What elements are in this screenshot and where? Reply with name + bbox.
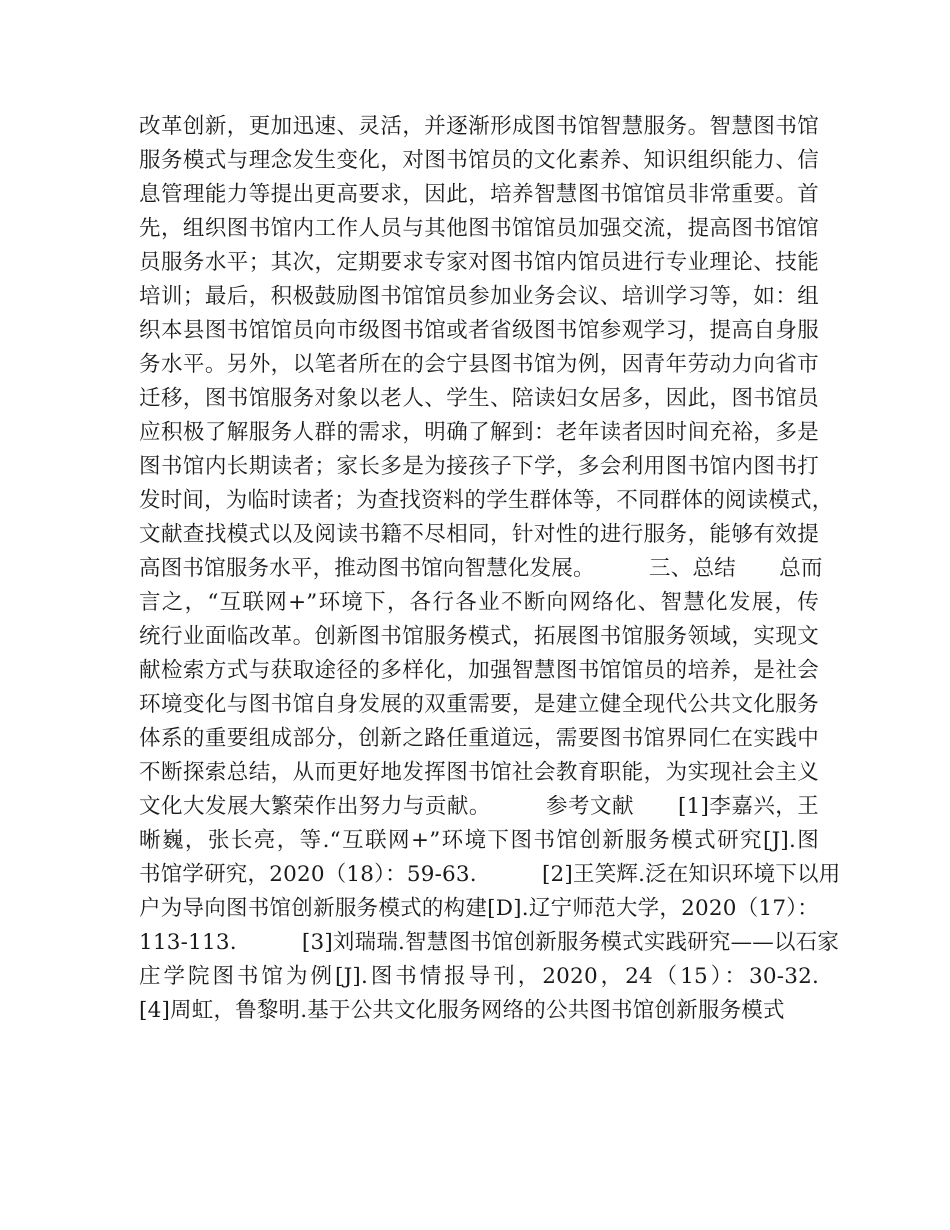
text-line: 务水平。另外，以笔者所在的会宁县图书馆为例，因青年劳动力向省市 — [139, 352, 819, 377]
text-line: 先，组织图书馆内工作人员与其他图书馆馆员加强交流，提高图书馆馆 — [139, 216, 819, 241]
text-line: 图书馆内长期读者；家长多是为接孩子下学，多会利用图书馆内图书打 — [139, 454, 819, 479]
text-line: 113-113. [3]刘瑞瑞.智慧图书馆创新服务模式实践研究——以石家 — [139, 930, 840, 955]
text-line: 不断探索总结，从而更好地发挥图书馆社会教育职能，为实现社会主义 — [139, 760, 819, 785]
text-line: [4]周虹，鲁黎明.基于公共文化服务网络的公共图书馆创新服务模式 — [139, 998, 785, 1023]
text-line: 献检索方式与获取途径的多样化，加强智慧图书馆馆员的培养，是社会 — [139, 658, 819, 683]
text-line: 言之，“互联网+”环境下，各行各业不断向网络化、智慧化发展，传 — [139, 590, 819, 615]
text-line: 统行业面临改革。创新图书馆服务模式，拓展图书馆服务领域，实现文 — [139, 624, 819, 649]
text-line: 织本县图书馆馆员向市级图书馆或者省级图书馆参观学习，提高自身服 — [139, 318, 819, 343]
text-line: 服务模式与理念发生变化，对图书馆员的文化素养、知识组织能力、信 — [139, 148, 819, 173]
text-line: 体系的重要组成部分，创新之路任重道远，需要图书馆界同仁在实践中 — [139, 726, 819, 751]
text-line: 晰巍，张长亮，等.“互联网+”环境下图书馆创新服务模式研究[J].图 — [139, 828, 819, 853]
text-line: 息管理能力等提出更高要求，因此，培养智慧图书馆馆员非常重要。首 — [139, 182, 819, 207]
text-line: 改革创新，更加迅速、灵活，并逐渐形成图书馆智慧服务。智慧图书馆 — [139, 114, 819, 139]
text-line: 培训；最后，积极鼓励图书馆馆员参加业务会议、培训学习等，如：组 — [139, 284, 819, 309]
text-line: 高图书馆服务水平，推动图书馆向智慧化发展。 三、总结 总而 — [139, 556, 823, 581]
text-line: 文献查找模式以及阅读书籍不尽相同，针对性的进行服务，能够有效提 — [139, 522, 819, 547]
text-line: 环境变化与图书馆自身发展的双重需要，是建立健全现代公共文化服务 — [139, 692, 819, 717]
text-line: 户为导向图书馆创新服务模式的构建[D].辽宁师范大学，2020（17）： — [139, 896, 819, 921]
body-text — [139, 110, 841, 1028]
text-line: 员服务水平；其次，定期要求专家对图书馆内馆员进行专业理论、技能 — [139, 250, 819, 275]
text-line: 应积极了解服务人群的需求，明确了解到：老年读者因时间充裕，多是 — [139, 420, 819, 445]
text-line: 文化大发展大繁荣作出努力与贡献。 参考文献 [1]李嘉兴，王 — [139, 794, 819, 819]
text-line: 庄学院图书馆为例[J].图书情报导刊，2020，24（15）：30-32. — [139, 964, 819, 989]
text-line: 迁移，图书馆服务对象以老人、学生、陪读妇女居多，因此，图书馆员 — [139, 386, 819, 411]
text-line: 书馆学研究，2020（18）：59-63. [2]王笑辉.泛在知识环境下以用 — [139, 862, 841, 887]
text-line: 发时间，为临时读者；为查找资料的学生群体等，不同群体的阅读模式， — [139, 488, 834, 513]
